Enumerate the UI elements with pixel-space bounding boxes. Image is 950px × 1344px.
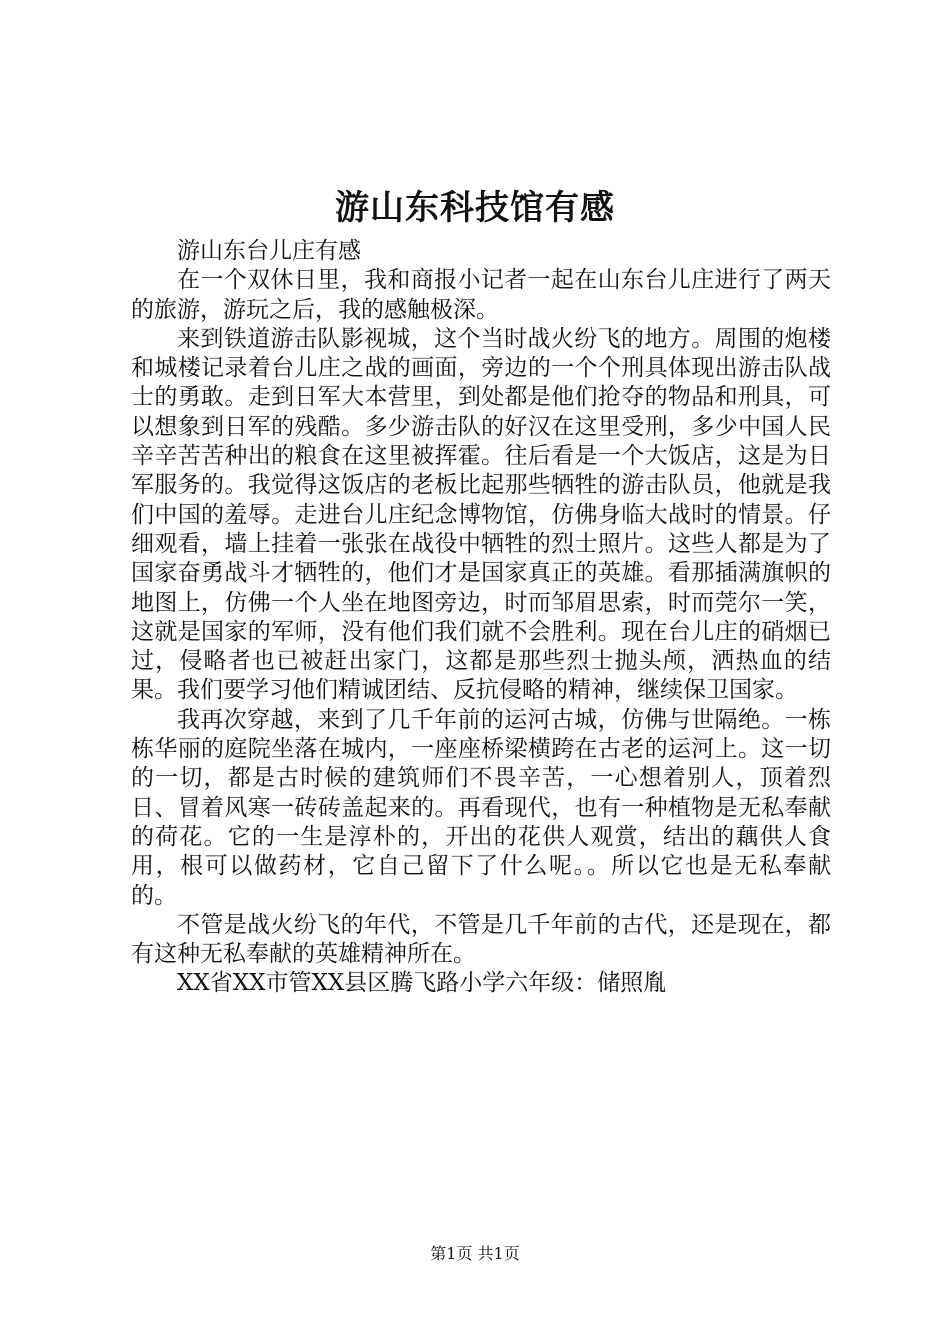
paragraph-canal-city: 我再次穿越，来到了几千年前的运河古城，仿佛与世隔绝。一栋栋华丽的庭院坐落在城内，一座座桥梁横跨在古老的运河上。这一切的一切，都是古时候的建筑师们不畏辛苦，一心想着别人，顶着烈日、冒着风寒一砖砖盖起来的。再看现代，也有一种植物是无私奉献的荷花。它的一生是淳朴的，开出的花供人观赏，结出的藕供人食用，根可以做药材，它自己留下了什么呢。。所以它也是无私奉献的。: [131, 706, 831, 909]
document-body: [131, 237, 831, 999]
paragraph-subtitle: 游山东台儿庄有感: [177, 238, 361, 264]
document-title: 游山东科技馆有感: [335, 188, 615, 228]
paragraph-author: XX省XX市管XX县区腾飞路小学六年级：储照胤: [177, 970, 667, 997]
paragraph-conclusion: 不管是战火纷飞的年代，不管是几千年前的古代，还是现在，都有这种无私奉献的英雄精神所在。: [131, 911, 831, 968]
page-footer: 第1页 共1页: [430, 1244, 520, 1263]
paragraph-intro: 在一个双休日里，我和商报小记者一起在山东台儿庄进行了两天的旅游，游玩之后，我的感触极深。: [131, 267, 831, 323]
paragraph-railway-guerrilla: 来到铁道游击队影视城，这个当时战火纷飞的地方。周围的炮楼和城楼记录着台儿庄之战的画面，旁边的一个个刑具体现出游击队战士的勇敢。走到日军大本营里，到处都是他们抢夺的物品和刑具，可以想象到日军的残酷。多少游击队的好汉在这里受刑，多少中国人民辛辛苦苦种出的粮食在这里被挥霍。往后看是一个大饭店，这是为日军服务的。我觉得这饭店的老板比起那些牺牲的游击队员，他就是我们中国的羞辱。走进台儿庄纪念博物馆，仿佛身临大战时的情景。仔细观看，墙上挂着一张张在战役中牺牲的烈士照片。这些人都是为了国家奋勇战斗才牺牲的，他们才是国家真正的英雄。看那插满旗帜的地图上，仿佛一个人坐在地图旁边，时而邹眉思索，时而莞尔一笑，这就是国家的军师，没有他们我们就不会胜利。现在台儿庄的硝烟已过，侵略者也已被赶出家门，这都是那些烈士抛头颅，洒热血的结果。我们要学习他们精诚团结、反抗侵略的精神，继续保卫国家。: [131, 325, 831, 704]
